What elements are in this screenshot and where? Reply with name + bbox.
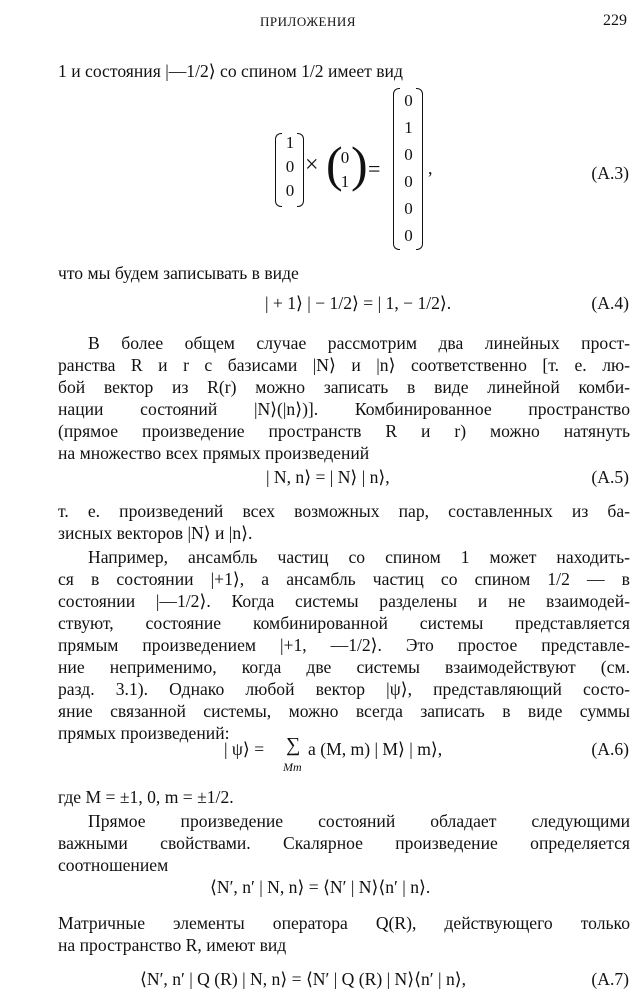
paragraph-line: Прямое произведение состояний обладает следующими [88,811,630,831]
equation-number-a6: (A.6) [591,739,629,759]
result-column-vector [400,87,417,249]
result-vector-bracket-open [393,88,400,250]
paragraph-line: В более общем случае рассмотрим два линейных прост- [88,333,630,353]
line-written-as: что мы будем записывать в виде [58,263,299,283]
paragraph-line: зисных векторов |N⟩ и |n⟩. [58,523,253,543]
equation-a6-rhs: a (M, m) | M⟩ | m⟩, [308,739,443,759]
left-vector-bracket-open [275,133,282,207]
paragraph-line: т. е. произведений всех возможных пар, составленных из ба- [58,501,630,521]
small-vector-paren-close: ) [351,136,368,192]
paragraph-line: ранства R и r с базисами |N⟩ и |n⟩ соответственно [т. е. лю- [58,355,630,375]
paragraph-line: соотношением [58,855,169,875]
paragraph-line: прямым произведением |+1, —1/2⟩. Это простое представле- [58,635,630,655]
page-number: 229 [603,12,627,29]
equation-a7: ⟨N′, n′ | Q (R) | N, n⟩ = ⟨N′ | Q (R) | N⟩⟨n′ | n⟩, [140,969,467,989]
equation-comma: , [428,158,433,178]
vector-entry: 0 [285,157,295,176]
vector-entry: 1 [340,172,350,191]
line-where: где M = ±1, 0, m = ±1/2. [58,787,234,807]
paragraph-line: разд. 3.1). Однако любой вектор |ψ⟩, представляющий состо- [58,679,630,699]
summation-sign: ∑ [286,734,301,756]
page-header [0,10,639,34]
equation-number-a5: (A.5) [591,467,629,487]
vector-entry: 0 [404,91,413,110]
summation-index: Mm [283,760,302,774]
running-title: ПРИЛОЖЕНИЯ [260,14,356,29]
vector-entry: 0 [404,172,413,191]
paragraph-line: ние неприменимо, когда две системы взаимодействуют (см. [58,657,630,677]
small-vector-paren-open: ( [326,136,343,192]
small-column-vector [338,146,352,194]
equals-sign: = [368,156,381,181]
paragraph-line: (прямое произведение пространств R и r) можно натянуть [58,421,630,441]
paragraph-line: прямых произведений: [58,723,230,743]
paragraph-line: на множество всех прямых произведений [58,443,370,463]
equation-number-a3: (A.3) [591,163,629,183]
paragraph-line: ствуют, состояние комбинированной системы представляется [58,613,630,633]
vector-entry: 0 [285,181,295,200]
result-vector-bracket-close [416,88,423,250]
paragraph-line: важными свойствами. Скалярное произведение определяется [58,833,630,853]
equation-number-a7: (A.7) [591,969,629,989]
vector-entry: 0 [340,148,350,167]
intro-line: 1 и состояния |—1/2⟩ со спином 1/2 имеет вид [58,61,403,81]
paragraph-line: ся в состоянии |+1⟩, а ансамбль частиц со спином 1/2 — в [58,569,630,589]
equation-a6-lhs: | ψ⟩ = [224,739,265,759]
times-sign: × [305,152,319,178]
vector-entry: 1 [285,133,295,152]
vector-entry: 1 [404,118,413,137]
paragraph-line: Матричные элементы оператора Q(R), действующего только [58,913,630,933]
equation-scalar-product: ⟨N′, n′ | N, n⟩ = ⟨N′ | N⟩⟨n′ | n⟩. [210,877,431,897]
paragraph-line: Например, ансамбль частиц со спином 1 может находить- [88,547,630,567]
equation-a5: | N, n⟩ = | N⟩ | n⟩, [266,467,390,487]
paragraph-line: нации состояний |N⟩(|n⟩)]. Комбинированное пространство [58,399,630,419]
vector-entry: 0 [404,145,413,164]
paragraph-line: на пространство R, имеют вид [58,935,287,955]
paragraph-line: бой вектор из R(r) можно записать в виде линейной комби- [58,377,630,397]
equation-a4: | + 1⟩ | − 1/2⟩ = | 1, − 1/2⟩. [265,293,452,313]
vector-entry: 0 [404,226,413,245]
equation-number-a4: (A.4) [591,293,629,313]
paragraph-line: яние связанной системы, можно всегда записать в виде суммы [58,701,630,721]
paragraph-line: состоянии |—1/2⟩. Когда системы разделены и не взаимодей- [58,591,630,611]
left-column-vector [282,131,298,203]
left-vector-bracket-close [297,133,304,207]
vector-entry: 0 [404,199,413,218]
